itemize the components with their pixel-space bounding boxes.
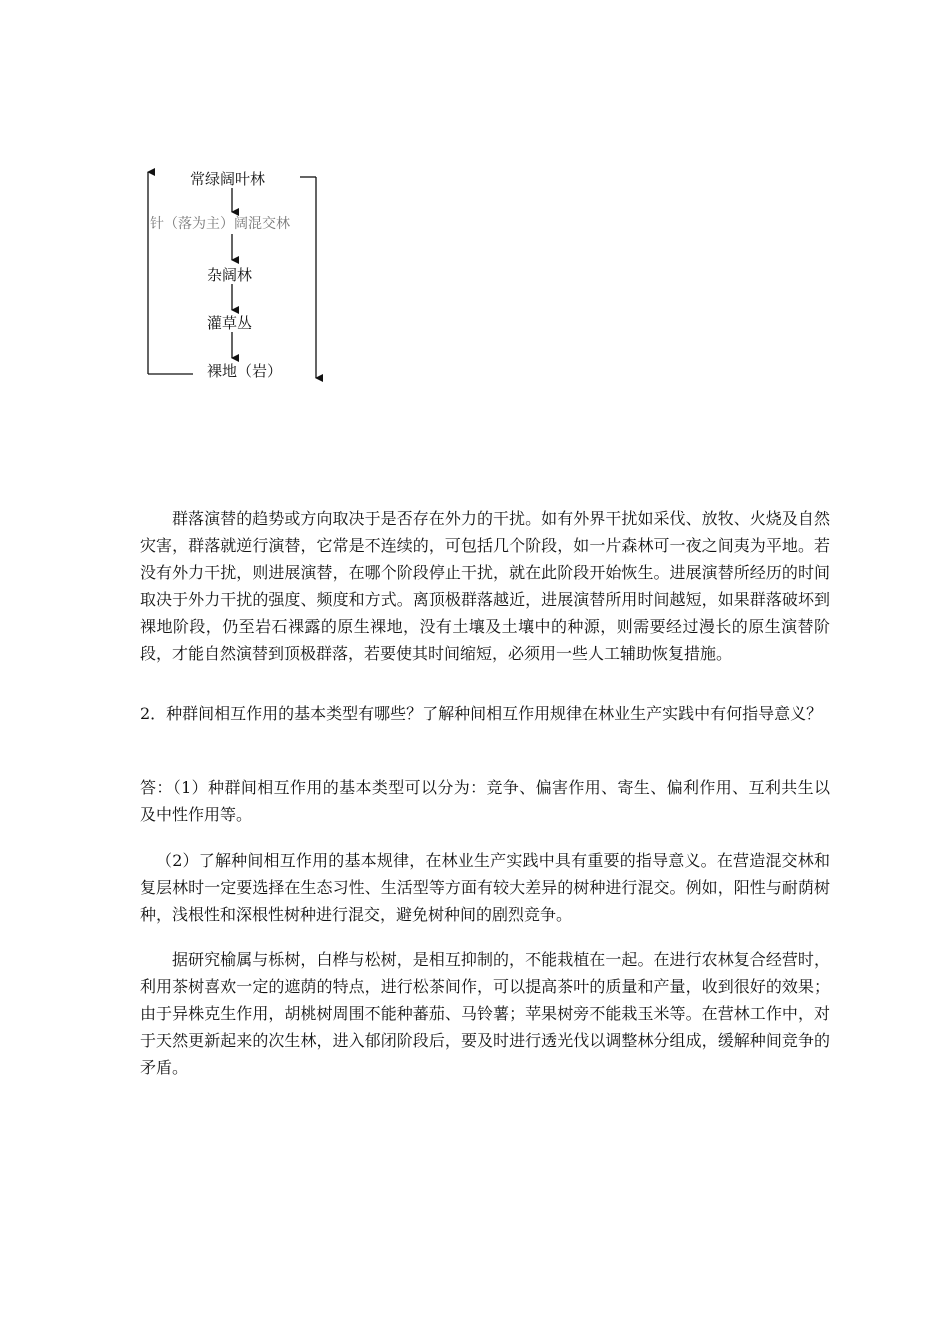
question-2: 2．种群间相互作用的基本类型有哪些？了解种间相互作用规律在林业生产实践中有何指导意义？ bbox=[140, 704, 823, 723]
succession-diagram bbox=[0, 0, 950, 420]
stage-mixed-forest: 针（落为主）阔混交林 bbox=[150, 216, 290, 232]
paragraph-examples: 据研究榆属与栎树，白桦与松树，是相互抑制的，不能栽植在一起。在进行农林复合经营时，利用茶树喜欢一定的遮荫的特点，进行松茶间作，可以提高茶叶的质量和产量，收到很好的效果；由于异株克生作用，胡桃树周围不能种蕃茄、马铃薯；苹果树旁不能栽玉米等。在营林工作中，对于天然更新起来的次生林，进入郁闭阶段后，要及时进行透光伐以调整林分组成，缓解种间竞争的矛盾。 bbox=[140, 950, 830, 1077]
answer-part-1: 答：（1）种群间相互作用的基本类型可以分为：竞争、偏害作用、寄生、偏利作用、互利共生以及中性作用等。 bbox=[140, 778, 830, 824]
stage-shrub-grass: 灌草丛 bbox=[207, 314, 253, 332]
stage-bare-land: 裸地（岩） bbox=[207, 362, 283, 380]
answer-part-2: （2）了解种间相互作用的基本规律，在林业生产实践中具有重要的指导意义。在营造混交林和复层林时一定要选择在生态习性、生活型等方面有较大差异的树种进行混交。例如，阳性与耐荫树种，浅根性和深根性树种进行混交，避免树种间的剧烈竞争。 bbox=[140, 851, 830, 924]
succession-arrows bbox=[0, 0, 950, 420]
stage-mixed-broadleaf: 杂阔林 bbox=[207, 266, 253, 284]
paragraph-succession: 群落演替的趋势或方向取决于是否存在外力的干扰。如有外界干扰如采伐、放牧、火烧及自然灾害，群落就逆行演替，它常是不连续的，可包括几个阶段，如一片森林可一夜之间夷为平地。若没有外力干扰，则进展演替，在哪个阶段停止干扰，就在此阶段开始恢生。进展演替所经历的时间取决于外力干扰的强度、频度和方式。离顶极群落越近，进展演替所用时间越短，如果群落破坏到裸地阶段，仍至岩石裸露的原生裸地，没有土壤及土壤中的种源，则需要经过漫长的原生演替阶段，才能自然演替到顶极群落，若要使其时间缩短，必须用一些人工辅助恢复措施。 bbox=[140, 509, 830, 663]
stage-evergreen-broadleaf: 常绿阔叶林 bbox=[190, 170, 266, 188]
